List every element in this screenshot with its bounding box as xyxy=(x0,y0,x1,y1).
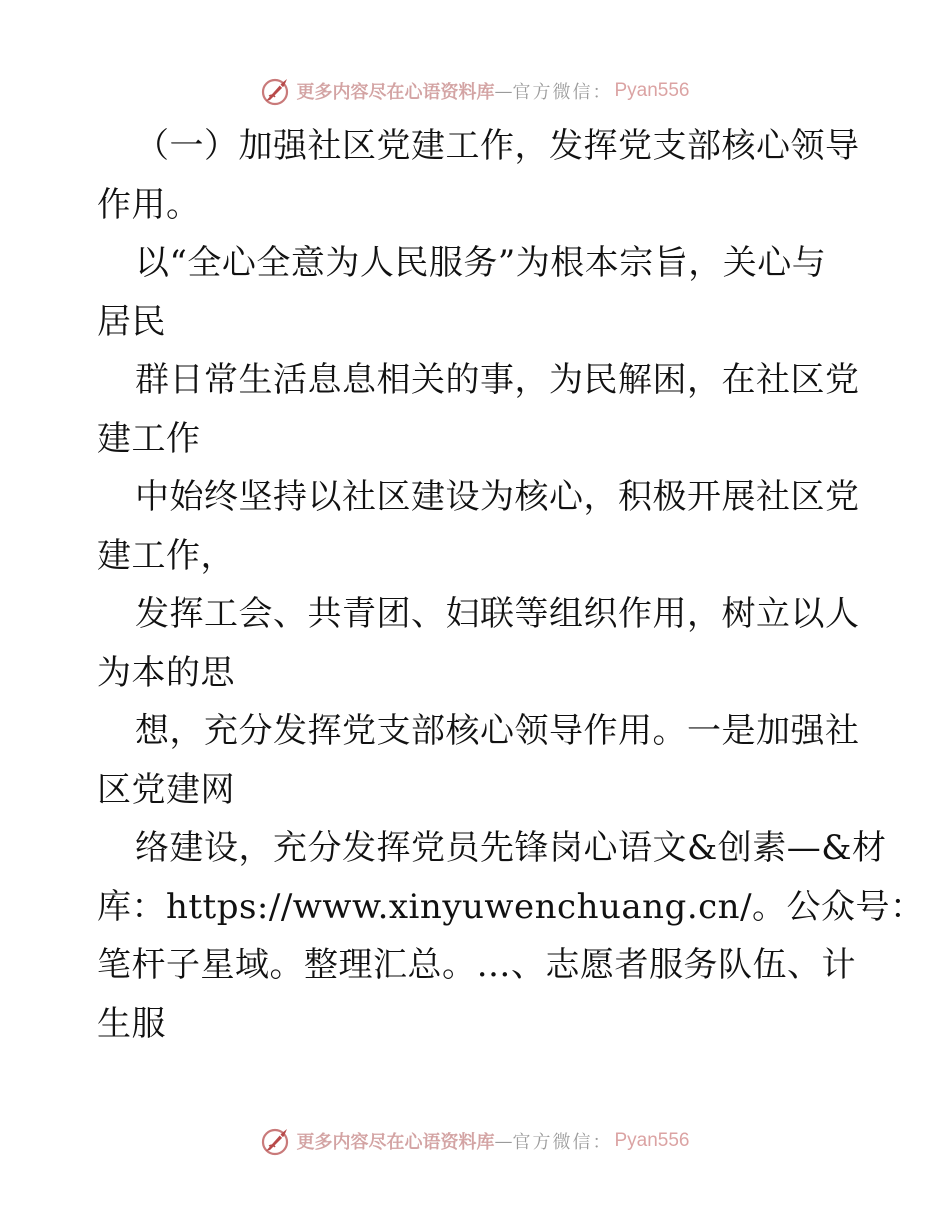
body-line-4: 居民 xyxy=(97,301,166,342)
body-line-14: 库：https://www.xinyuwenchuang.cn/。公众号： xyxy=(97,886,925,927)
quill-pen-logo-icon xyxy=(260,75,292,107)
footer-watermark xyxy=(0,1121,950,1161)
body-line-8: 建工作， xyxy=(97,535,235,576)
body-line-7: 中始终坚持以社区建设为核心，积极开展社区党 xyxy=(135,477,860,517)
body-line-11: 想，充分发挥党支部核心领导作用。一是加强社 xyxy=(135,711,860,751)
body-line-1: （一）加强社区党建工作，发挥党支部核心领导 xyxy=(135,126,860,166)
body-line-9: 发挥工会、共青团、妇联等组织作用，树立以人 xyxy=(135,594,860,634)
header-wechat-id: Pyan556 xyxy=(614,80,690,101)
header-wechat-label: 官方微信： xyxy=(512,82,613,103)
body-line-10: 为本的思 xyxy=(97,652,235,693)
footer-wechat-label: 官方微信： xyxy=(512,1132,613,1153)
body-line-15: 笔杆子星域。整理汇总。…、志愿者服务队伍、计 xyxy=(97,945,856,985)
header-dash: — xyxy=(494,80,513,102)
footer-wechat-id: Pyan556 xyxy=(614,1130,690,1151)
footer-site-text: 更多内容尽在心语资料库 xyxy=(296,1132,495,1153)
body-line-2: 作用。 xyxy=(97,184,201,225)
body-line-13: 络建设，充分发挥党员先锋岗心语文&创素—&材 xyxy=(135,828,887,868)
body-line-5: 群日常生活息息相关的事，为民解困，在社区党 xyxy=(135,360,860,400)
quill-pen-logo-icon xyxy=(260,1125,292,1157)
body-line-16: 生服 xyxy=(97,1003,166,1044)
body-line-3: 以“全心全意为人民服务”为根本宗旨，关心与 xyxy=(135,243,827,283)
document-body xyxy=(97,117,925,1053)
body-line-12: 区党建网 xyxy=(97,769,235,810)
body-line-6: 建工作 xyxy=(97,418,201,459)
header-site-text: 更多内容尽在心语资料库 xyxy=(296,82,495,103)
footer-dash: — xyxy=(494,1130,513,1152)
header-watermark xyxy=(0,71,950,111)
